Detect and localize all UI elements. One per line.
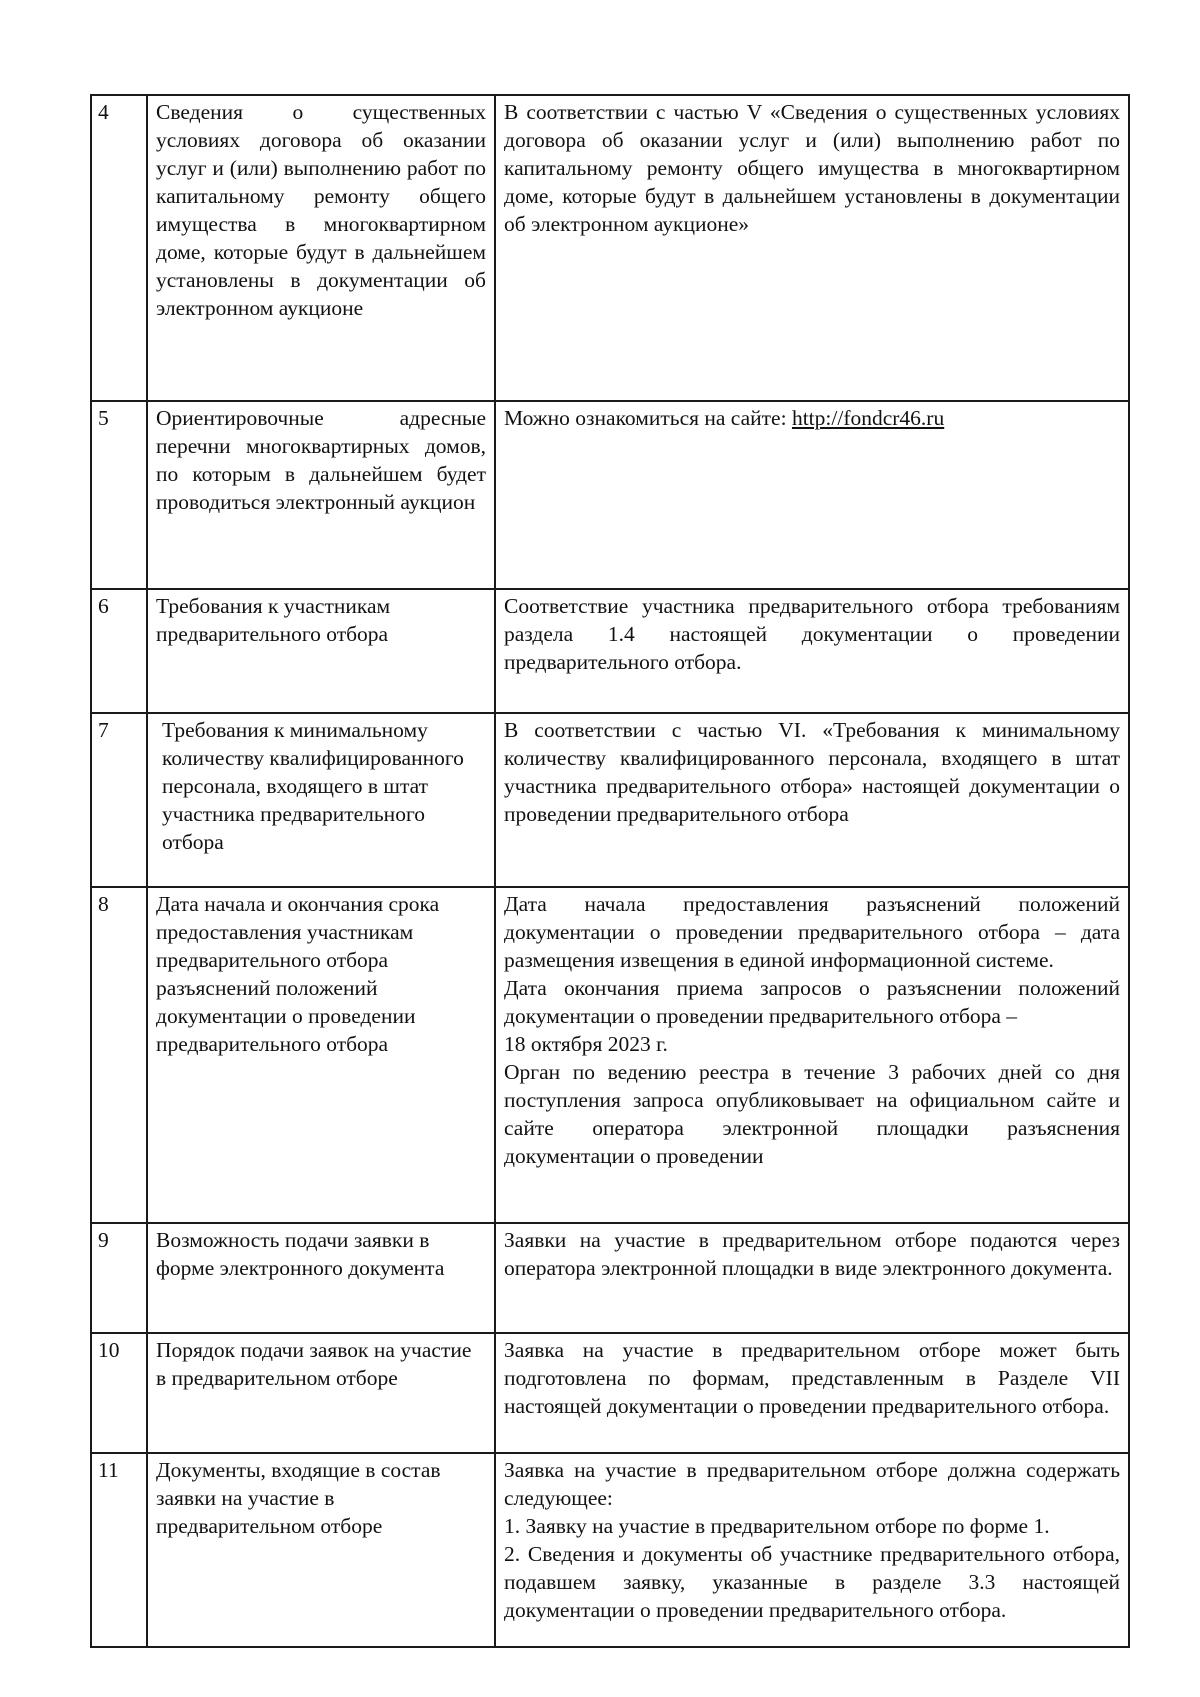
row-number: 6	[91, 589, 147, 713]
value-paragraph: Дата окончания приема запросов о разъяснении положений документации о проведении предварительного отбора –	[504, 976, 1120, 1028]
row-number: 10	[91, 1333, 147, 1453]
table-row	[91, 887, 1129, 1223]
value-paragraph: В соответствии с частью VI. «Требования к минимальному количеству квалифицированного персонала, входящего в штат участника предварительного отбора» настоящей документации о проведении предварительного отбора	[504, 718, 1120, 826]
row-label: Порядок подачи заявок на участие в предварительном отборе	[147, 1333, 495, 1453]
value-paragraph: 1. Заявку на участие в предварительном отборе по форме 1.	[504, 1514, 1050, 1538]
value-paragraph: Заявка на участие в предварительном отборе должна содержать следующее:	[504, 1458, 1120, 1510]
row-number: 8	[91, 887, 147, 1223]
value-prefix: Можно ознакомиться на сайте:	[504, 406, 792, 430]
row-value	[495, 1223, 1129, 1333]
value-paragraph: Орган по ведению реестра в течение 3 рабочих дней со дня поступления запроса опубликовывает на официальном сайте и сайте оператора электронной площадки разъяснения документации о проведении	[504, 1060, 1120, 1168]
row-value	[495, 95, 1129, 401]
table-row	[91, 1453, 1129, 1647]
table-row	[91, 401, 1129, 589]
row-value	[495, 887, 1129, 1223]
row-label: Требования к участникам предварительного отбора	[147, 589, 495, 713]
value-paragraph: Соответствие участника предварительного отбора требованиям раздела 1.4 настоящей документации о проведении предварительного отбора.	[504, 594, 1120, 674]
row-number: 4	[91, 95, 147, 401]
procedure-table	[90, 94, 1130, 1648]
value-paragraph: 2. Сведения и документы об участнике предварительного отбора, подавшем заявку, указанные в разделе 3.3 настоящей документации о проведении предварительного отбора.	[504, 1542, 1120, 1622]
row-value	[495, 713, 1129, 887]
table-row	[91, 589, 1129, 713]
row-value	[495, 1333, 1129, 1453]
row-label: Возможность подачи заявки в форме электронного документа	[147, 1223, 495, 1333]
row-number: 11	[91, 1453, 147, 1647]
value-paragraph: В соответствии с частью V «Сведения о существенных условиях договора об оказании услуг и (или) выполнению работ по капитальному ремонту общего имущества в многоквартирном доме, которые будут в дальнейшем установлены в документации об электронном аукционе»	[504, 100, 1120, 236]
row-number: 5	[91, 401, 147, 589]
row-value	[495, 401, 1129, 589]
table-row	[91, 95, 1129, 401]
value-paragraph: Заявка на участие в предварительном отборе может быть подготовлена по формам, представленным в Разделе VII настоящей документации о проведении предварительного отбора.	[504, 1338, 1120, 1418]
row-label: Сведения о существенных условиях договора об оказании услуг и (или) выполнению работ по капитальному ремонту общего имущества в многоквартирном доме, которые будут в дальнейшем установлены в документации об электронном аукционе	[147, 95, 495, 401]
row-value	[495, 589, 1129, 713]
row-value	[495, 1453, 1129, 1647]
value-paragraph: Заявки на участие в предварительном отборе подаются через оператора электронной площадки в виде электронного документа.	[504, 1228, 1120, 1280]
value-paragraph: 18 октября 2023 г.	[504, 1032, 668, 1056]
table-row	[91, 1333, 1129, 1453]
website-link[interactable]: http://fondcr46.ru	[791, 406, 945, 430]
row-label: Ориентировочные адресные перечни многоквартирных домов, по которым в дальнейшем будет проводиться электронный аукцион	[147, 401, 495, 589]
row-label: Дата начала и окончания срока предоставления участникам предварительного отбора разъяснений положений документации о проведении предварительного отбора	[147, 887, 495, 1223]
value-paragraph: Дата начала предоставления разъяснений положений документации о проведении предварительного отбора – дата размещения извещения в единой информационной системе.	[504, 892, 1120, 972]
table-row	[91, 1223, 1129, 1333]
row-number: 7	[91, 713, 147, 887]
row-label: Документы, входящие в состав заявки на участие в предварительном отборе	[147, 1453, 495, 1647]
row-number: 9	[91, 1223, 147, 1333]
table-row	[91, 713, 1129, 887]
row-label: Требования к минимальному количеству квалифицированного персонала, входящего в штат участника предварительного отбора	[147, 713, 495, 887]
